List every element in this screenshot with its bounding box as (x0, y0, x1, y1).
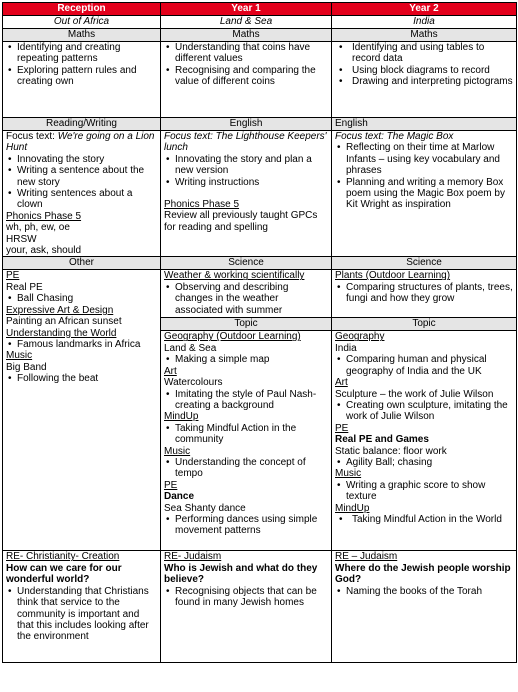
re-year1-cell (161, 551, 332, 663)
music-heading: Music (335, 468, 362, 480)
list-item: • Agility Ball; chasing (335, 457, 513, 468)
re-heading: RE- Christianity- Creation (6, 551, 120, 563)
science-heading: Plants (Outdoor Learning) (335, 270, 451, 282)
maths-year2-cell (332, 42, 517, 118)
re-question: Who is Jewish and what do they believe? (164, 562, 318, 586)
phonics-heading: Phonics Phase 5 (164, 199, 240, 211)
list-item: • Identifying and using tables to record data (335, 42, 513, 65)
pe-text: Real PE (6, 281, 43, 293)
art-text: Watercolours (164, 377, 223, 389)
science-year2-cell (332, 270, 517, 318)
phonics-line: your, ask, should (6, 245, 82, 257)
list-item: • Comparing human and physical geography of India and the UK (335, 354, 513, 377)
list-item: • Famous landmarks in Africa (6, 339, 157, 350)
world-heading: Understanding the World (6, 327, 117, 339)
maths-year1-cell (161, 42, 332, 118)
mindup-heading: MindUp (335, 502, 370, 514)
re-question: Where do the Jewish people worship God? (335, 562, 511, 586)
focus-text: Focus text: The Magic Box (335, 131, 454, 142)
maths-label-year2: Maths (332, 29, 517, 42)
focus-text: Focus text: The Lighthouse Keepers' lunch (164, 131, 327, 154)
pe-text: Sea Shanty dance (164, 502, 246, 514)
pe-text: Static balance: floor work (335, 445, 447, 457)
topic-name-row (3, 16, 517, 29)
pe-heading: PE (164, 479, 178, 491)
pe-bold-text: Real PE and Games (335, 434, 429, 446)
music-heading: Music (164, 445, 191, 457)
art-text: Painting an African sunset (6, 316, 122, 328)
reception-topic-title: Out of Africa (3, 16, 161, 29)
music-heading: Music (6, 350, 33, 362)
reception-header: Reception (3, 3, 161, 16)
literacy-year1-cell (161, 131, 332, 257)
english-label-year2: English (332, 118, 517, 131)
maths-label-reception: Maths (3, 29, 161, 42)
re-heading: RE- Judaism (164, 551, 222, 563)
reading-writing-label: Reading/Writing (3, 118, 161, 131)
list-item: • Writing a sentence about the new story (6, 165, 157, 188)
header-row (3, 3, 517, 16)
art-text: Sculpture – the work of Julie Wilson (335, 388, 494, 400)
science-content-row (3, 270, 517, 318)
year1-header: Year 1 (161, 3, 332, 16)
geography-text: India (335, 342, 357, 354)
list-item: • Identifying and creating repeating patterns (6, 42, 157, 65)
list-item: • Taking Mindful Action in the community (164, 423, 328, 446)
list-item: • Writing a graphic score to show texture (335, 480, 513, 503)
list-item: • Making a simple map (164, 354, 328, 365)
music-text: Big Band (6, 361, 47, 373)
list-item: • Recognising objects that can be found in many Jewish homes (164, 586, 328, 609)
english-label-year1: English (161, 118, 332, 131)
maths-reception-cell (3, 42, 161, 118)
maths-label-row (3, 29, 517, 42)
maths-content-row (3, 42, 517, 118)
pe-bold-text: Dance (164, 491, 195, 503)
phonics-note: Review all previously taught GPCs for reading and spelling (164, 210, 318, 233)
topic-year1-cell (161, 331, 332, 551)
pe-heading: PE (335, 422, 349, 434)
science-heading: Weather & working scientifically (164, 270, 305, 282)
curriculum-table (2, 2, 517, 663)
phonics-line: wh, ph, ew, oe (6, 222, 70, 234)
list-item: • Comparing structures of plants, trees, fungi and how they grow (335, 282, 513, 305)
topic-label-year2: Topic (332, 318, 517, 331)
art-heading: Art (335, 377, 348, 389)
list-item: • Recognising and comparing the value of different coins (164, 65, 328, 88)
re-heading: RE – Judaism (335, 551, 398, 563)
focus-text: Focus text: We're going on a Lion Hunt (6, 131, 155, 154)
phonics-line: HRSW (6, 233, 37, 245)
other-label-row (3, 257, 517, 270)
list-item: • Using block diagrams to record (335, 65, 513, 76)
list-item: • Following the beat (6, 373, 157, 384)
re-content-row (3, 551, 517, 663)
list-item: • Ball Chasing (6, 293, 157, 304)
list-item: • Imitating the style of Paul Nash- creating a background (164, 389, 328, 412)
literacy-reception-cell (3, 131, 161, 257)
list-item: • Writing sentences about a clown (6, 188, 157, 211)
list-item: • Planning and writing a memory Box poem using the Magic Box poem by Kit Wright as inspiration (335, 177, 513, 211)
list-item: • Taking Mindful Action in the World (335, 514, 513, 525)
list-item: • Innovating the story and plan a new version (164, 154, 328, 177)
year1-topic-title: Land & Sea (161, 16, 332, 29)
literacy-content-row (3, 131, 517, 257)
literacy-year2-cell (332, 131, 517, 257)
maths-label-year1: Maths (161, 29, 332, 42)
list-item: • Creating own sculpture, imitating the work of Julie Wilson (335, 400, 513, 423)
list-item: • Understanding that Christians think that service to the community is important and that this includes looking after the environment (6, 586, 157, 643)
other-reception-cell (3, 270, 161, 551)
other-label: Other (3, 257, 161, 270)
art-heading: Expressive Art & Design (6, 304, 114, 316)
geography-heading: Geography (335, 331, 385, 343)
list-item: • Understanding that coins have different values (164, 42, 328, 65)
art-heading: Art (164, 365, 177, 377)
list-item: • Observing and describing changes in the weather associated with summer (164, 282, 328, 316)
science-year1-cell (161, 270, 332, 318)
geography-text: Land & Sea (164, 342, 217, 354)
list-item: • Innovating the story (6, 154, 157, 165)
re-year2-cell (332, 551, 517, 663)
year2-header: Year 2 (332, 3, 517, 16)
list-item: • Reflecting on their time at Marlow Infants – using key vocabulary and phrases (335, 142, 513, 176)
pe-heading: PE (6, 270, 20, 282)
list-item: • Naming the books of the Torah (335, 586, 513, 597)
topic-label-year1: Topic (161, 318, 332, 331)
topic-year2-cell (332, 331, 517, 551)
phonics-heading: Phonics Phase 5 (6, 210, 82, 222)
re-reception-cell (3, 551, 161, 663)
list-item: • Understanding the concept of tempo (164, 457, 328, 480)
list-item: • Drawing and interpreting pictograms (335, 76, 513, 87)
list-item: • Writing instructions (164, 177, 328, 188)
science-label-year2: Science (332, 257, 517, 270)
literacy-label-row (3, 118, 517, 131)
geography-heading: Geography (Outdoor Learning) (164, 331, 301, 343)
mindup-heading: MindUp (164, 411, 199, 423)
re-question: How can we care for our wonderful world? (6, 562, 122, 586)
year2-topic-title: India (332, 16, 517, 29)
list-item: • Performing dances using simple movement patterns (164, 514, 328, 537)
list-item: • Exploring pattern rules and creating own (6, 65, 157, 88)
science-label-year1: Science (161, 257, 332, 270)
